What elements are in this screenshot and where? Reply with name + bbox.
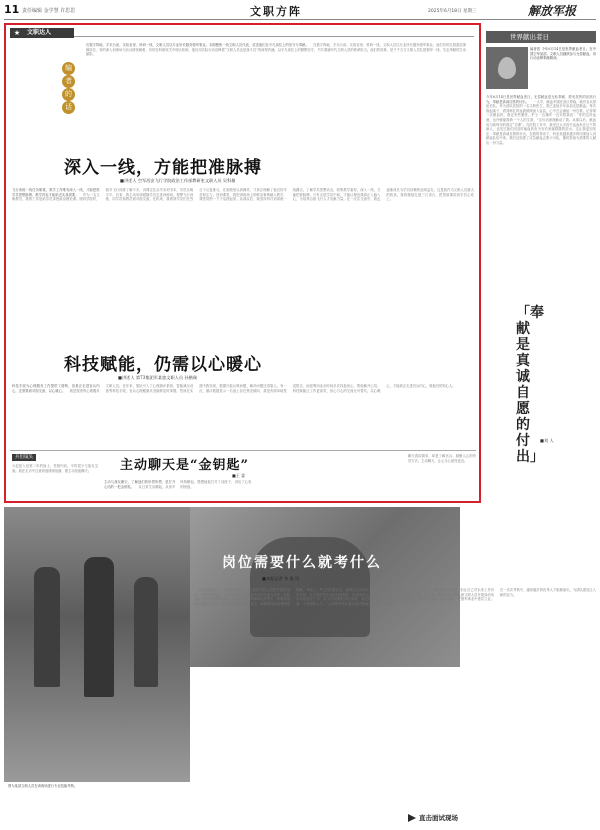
bottom-byline: ■本报记者 李 俊 均 <box>262 576 300 581</box>
editor-note-intro: 在数字阵地、手术台前、实验室里、科研一线，文职人员以专业所长服务强军事业。本期聚焦一线文职人员代表，讲述他们在平凡岗位上的坚守与奉献。 <box>86 43 309 47</box>
sidebar-banner <box>486 31 596 43</box>
soldier-figure-3 <box>134 577 158 687</box>
sidebar <box>486 23 596 503</box>
article-2-body <box>12 384 474 444</box>
date-line: 2025年6月18日 星期三 <box>428 9 477 14</box>
bottom-column-label-box <box>408 813 488 823</box>
article-1-excerpt: 飞行训练一线任务繁重，教学工作唯有深入一线，才能把准学员思想脉搏，教学内容才能贴近实战需要。 <box>12 188 100 197</box>
bottom-photo <box>4 507 190 782</box>
arrow-icon <box>408 814 416 822</box>
sidebar-body-top <box>486 95 596 340</box>
filler-text: 在数字阵地、手术台前、实验室里、科研一线，文职人员以专业所长服务强军事业。他们有的扎根基层保障岗位，有的深入训练场为官兵排忧解难，有的在科研攻关中埋头钻研。他们用实际行动诠释着“文职人员也是战斗员”的深刻内涵，以平凡岗位上的默默坚守，书写着新时代文职人员的使命担当。他们的故事，是千千万万文职人员扎根强军一线、矢志奉献的生动缩影。 <box>86 43 466 57</box>
masthead-logo: 解放军报 <box>528 4 577 18</box>
article-3-body <box>104 480 404 500</box>
feature-column-label: 文职达人 <box>24 28 74 38</box>
article-1-body <box>12 188 474 300</box>
article-1-headline: 深入一线，方能把准脉搏 <box>64 158 262 178</box>
article-3-column-label: 兵侣镜头 <box>12 454 36 461</box>
bottom-column-label: 直击面试现场 <box>419 814 458 822</box>
sidebar-banner-title: 世界献出者日 <box>510 33 549 41</box>
filler-text: 编者按 今年6月14日是世界献血者日。在中国空军某部，文职人员踊跃参与无偿献血，用行动诠释奉献精神。 <box>530 47 596 61</box>
section-title: 文职方阵 <box>250 5 302 18</box>
header-rule <box>4 19 596 20</box>
article-3-headline: 主动聊天是“金钥匙” <box>120 458 249 473</box>
sidebar-excerpt: 今年6月14日是世界献血者日。无偿献血是无私奉献、救死扶伤的崇高行为，奉献是真诚自愿的付出。 <box>486 95 596 104</box>
sidebar-illustration <box>486 47 528 89</box>
article-2-headline: 科技赋能，仍需以心暖心 <box>64 355 262 375</box>
article-2-byline: ■讲述人 第73集团军某旅文职人员 孙楷瑞 <box>118 375 197 380</box>
page-number: 11 <box>4 3 20 16</box>
filler-text: “岗位需要什么，我们就考什么。”在某部文职人员招考面试现场，考官这样说道。今年的面试环节更加突出岗位能力导向，围绕实际工作场景设置考题。一名报考卫生保障岗位的考生，被要求现场处置模拟伤员；报考信息技术岗位的考生，则需要现场排查网络故障。考场上，考生们沉着应对，展现出扎实的专业功底。一位考官介绍，过去有的考生笔试成绩很好，但到岗后动手能力不足，难以尽快适应工作。如今面试紧贴岗位实际，就是要选出真正能干事、干成事的人才。“这样的考试让我们更清楚岗位需要什么样的能力。”一名考生表示，面试虽然有难度，但让自己对未来工作有了更清晰的认识。据了解，该部还将对新入职文职人员开展岗前培训，帮助他们尽快熟悉岗位、融入部队，在强军事业中建功立业。在一次次考核中，越来越多的优秀人才脱颖而出，为部队建设注入新的活力。 <box>194 588 596 606</box>
soldier-figure-1 <box>34 567 60 687</box>
editor-note-label: 编者的话 <box>65 64 72 111</box>
filler-text: 一大早，献血车刚在营区停稳，就有官兵排起长队。作为部队医院的一名文职医生，我已连续多年参加无偿献血。每次挽起袖子，看到鲜红的血液缓缓流入血袋，心中总会涌起一份自豪。记得第一次献血时，我还有些紧张，护士一边操作一边安慰我说：“你的这份血液，也许就能挽救一个人的生命。”这句话深深触动了我。从那以后，献血成为我每年的固定“功课”。在医院工作中，我见过太多因失血而危在旦夕的病人，也见过他们因及时输血转危为安后家属感激的泪水。这让我更加坚定：奉献是真诚自愿的付出。在我的带动下，科室里越来越多的同事加入到献血队伍中来。我们还组建了应急献血志愿小分队，随时准备为需要的人献出一份力量。 <box>486 99 596 145</box>
column-bar-rule <box>74 36 474 37</box>
feature-column-bar <box>10 28 474 38</box>
bottom-headline: 岗位需要什么就考什么 <box>222 555 382 571</box>
soldier-figure-2 <box>84 557 114 697</box>
article-3-byline: ■王 睿 <box>232 473 246 478</box>
editor-note-text <box>86 43 466 121</box>
page-header <box>0 0 600 22</box>
filler-text: 聊天看似简单，却是了解官兵、凝聚人心的有效方法。主动聊天，让心与心贴得更近。 <box>408 454 476 463</box>
editor-note-badge <box>62 62 76 114</box>
article-3-box <box>10 450 476 501</box>
article-3-right-col <box>408 454 476 500</box>
bottom-body <box>194 588 596 798</box>
article-2-excerpt: 科技手段为心理服务工作提供了便利，但真正走进官兵内心，还需要面对面交流、以心暖心。 <box>12 384 100 393</box>
filler-text: 作为一名文职教员，我的工作是给学员讲授政治理论课。刚到学院时，我对飞行训练了解不多，讲课往往从书本到书本，学员反响平平。后来，我主动申请跟随学员走进训练场，观摩飞行训练，同学员和教员面对面交流。在机场，我看到学员们在烈日下反复练习，在座舱里认真操作，才真正理解了他们的辛苦和压力。回到课堂，我把训练场上的鲜活事例融入教学，课堂氛围一下子活跃起来。从那以后，我坚持每月到训练一线蹲点，了解学员思想动态，收集教学素材。深入一线，方能把准脉搏。只有走进学员中间，才能让理论课真正入脑入心，为培养合格飞行人才贡献力量。在一次次交流中，我也逐渐成长为学员信赖的良师益友，这是我作为文职人员最大的收获。我将继续扎根三尺讲台，把思政课讲到学员心坎上。 <box>12 188 474 202</box>
editor-line: 责任编辑 金学慧 许思思 <box>22 8 76 14</box>
filler-text: 我是旅里的心理服务文职人员。近年来，旅队引入了心理测评系统、智能减压设备等科技手段，官兵心理健康状况能够及时掌握。然而在实践中我发现，数据只能反映问题，解决问题还得靠人。有一次，测评数据显示一名战士存在焦虑倾向，我没有简单地发送报告，而是利用业余时间多次找他谈心，帮他解开心结。科技赋能让工作更高效，但心与心的交流无可替代。以心暖心，才能真正走进官兵内心，做他们的知心人。 <box>66 384 456 393</box>
star-icon: ★ <box>10 28 24 38</box>
bottom-photo-caption: 图为某部文职人员在训练场进行专业技能考核。 <box>8 784 78 788</box>
drop-icon <box>498 57 516 79</box>
article-3-excerpt: 主动与战友聊天，了解他们的所思所想，是打开心结的一把金钥匙。 <box>104 480 176 489</box>
article-1-byline: ■讲述人 空军西安飞行学院政治工作部教研室文职人员 吴科雄 <box>120 178 236 183</box>
sidebar-intro <box>530 47 596 89</box>
filler-text: 从日常生活聊起，从家乡风物聊起，慢慢地他打开了话匣子，讲出了心里的困惑。 <box>135 480 252 489</box>
article-3-left-col <box>12 464 98 500</box>
sidebar-author: ■刘 人 <box>540 438 554 443</box>
filler-text: 小赵是入伍第二年的战士，性格内向，平时很少与战友交流。我在走访中注意到他情绪低落，便主动找他聊天。 <box>12 464 98 473</box>
sidebar-quote: 「奉献是真诚自愿的付出」 <box>516 305 544 465</box>
